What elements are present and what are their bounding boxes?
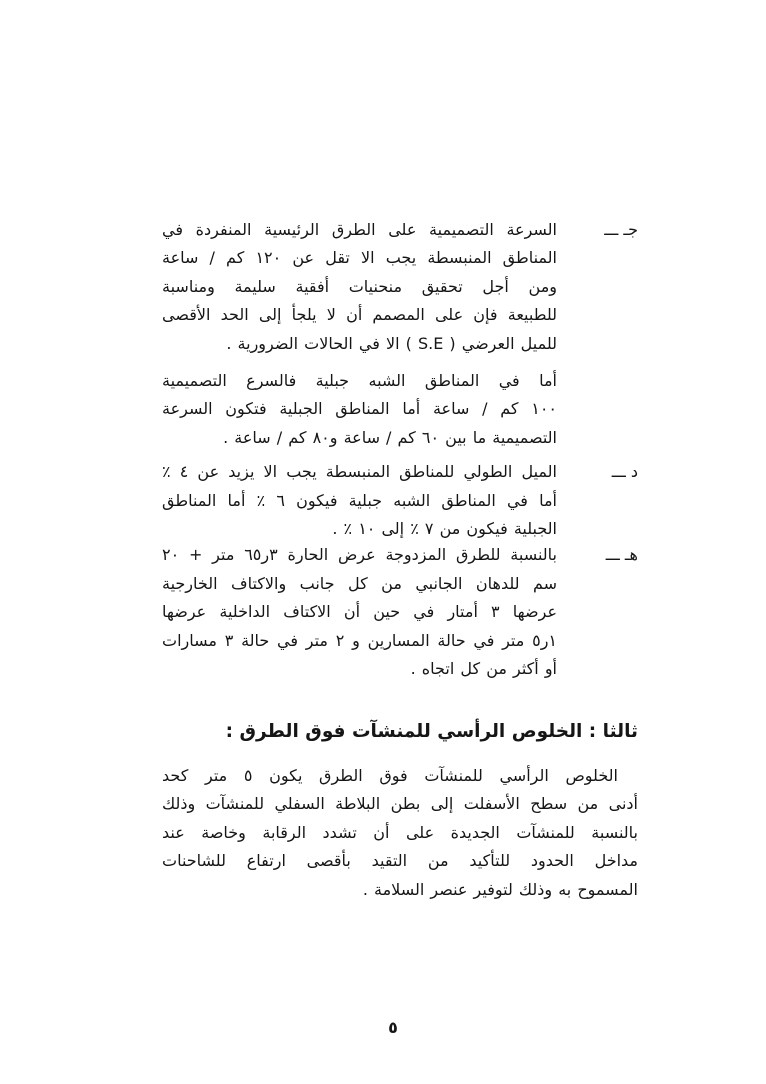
text-line: مداخل الحدود للتأكيد من التقيد بأقصى ارتفاع للشاحنات: [162, 851, 638, 871]
text-line: ومن أجل تحقيق منحنيات أفقية سليمة ومناسبة: [162, 276, 557, 296]
text-line: عرضها ٣ أمتار في حين أن الاكتاف الداخلية عرضها: [162, 602, 558, 622]
text-line: أدنى من سطح الأسفلت إلى بطن البلاطة السفلي للمنشآت وذلك: [162, 794, 638, 814]
list-item-jeem: [162, 216, 638, 452]
text-line: المناطق المنبسطة يجب الا تقل عن ١٢٠ كم / ساعة: [162, 248, 557, 268]
text-line: بالنسبة للطرق المزدوجة عرض الحارة ٣ر٦٥ متر + ٢٠: [162, 545, 558, 565]
text-line: للطبيعة فإن على المصمم أن لا يلجأ إلى الحد الأقصى: [162, 305, 557, 325]
text-line: ١٠٠ كم / ساعة أما المناطق الجبلية فتكون السرعة: [162, 399, 557, 419]
paragraph: [162, 541, 557, 683]
list-item-jeem-marker: جـ ـــ: [604, 220, 638, 239]
text-line: الخلوص الرأسي للمنشآت فوق الطرق يكون ٥ متر كحد: [162, 765, 618, 785]
text-line: أما في المناطق الشبه جبلية فيكون ٦ ٪ أما المناطق: [162, 490, 558, 510]
page-number: ٥: [388, 1018, 398, 1037]
text-line: التصميمية ما بين ٦٠ كم / ساعة و٨٠ كم / ساعة .: [223, 427, 557, 447]
text-line: بالنسبة للمنشآت الجديدة على أن تشدد الرقابة وخاصة عند: [162, 822, 638, 842]
list-item-dal: [162, 458, 638, 543]
list-item-dal-marker: د ـــ: [611, 462, 638, 482]
paragraph: [162, 458, 557, 543]
list-item-heh-text: [162, 541, 557, 683]
list-item-dal-text: [162, 458, 557, 543]
text-line: ١ر٥ متر في حالة المسارين و ٢ متر في حالة ٣ مسارات: [162, 630, 558, 650]
body-paragraph: [162, 762, 638, 905]
text-line: الجبلية فيكون من ٧ ٪ إلى ١٠ ٪ .: [332, 519, 557, 539]
page-content: [162, 216, 638, 904]
paragraph: [162, 216, 557, 358]
text-line: المسموح به وذلك لتوفير عنصر السلامة .: [362, 879, 638, 899]
paragraph: [162, 367, 557, 452]
text-line: أما في المناطق الشبه جبلية فالسرع التصميمية: [162, 371, 557, 391]
text-line: أو أكثر من كل اتجاه .: [410, 659, 557, 679]
list-item-heh: [162, 541, 638, 683]
text-line: السرعة التصميمية على الطرق الرئيسية المنفردة في: [162, 220, 557, 239]
section-heading: ثالثا : الخلوص الرأسي للمنشآت فوق الطرق :: [225, 720, 638, 742]
text-line: سم للدهان الجانبي من كل جانب والاكتاف الخارجية: [162, 573, 557, 593]
text-line: للميل العرضي ( S.E ) الا في الحالات الضرورية .: [226, 333, 557, 353]
text-line: الميل الطولي للمناطق المنبسطة يجب الا يزيد عن ٤ ٪: [162, 462, 558, 482]
list-item-heh-marker: هـ ـــ: [605, 545, 638, 565]
list-item-jeem-text: [162, 216, 557, 452]
